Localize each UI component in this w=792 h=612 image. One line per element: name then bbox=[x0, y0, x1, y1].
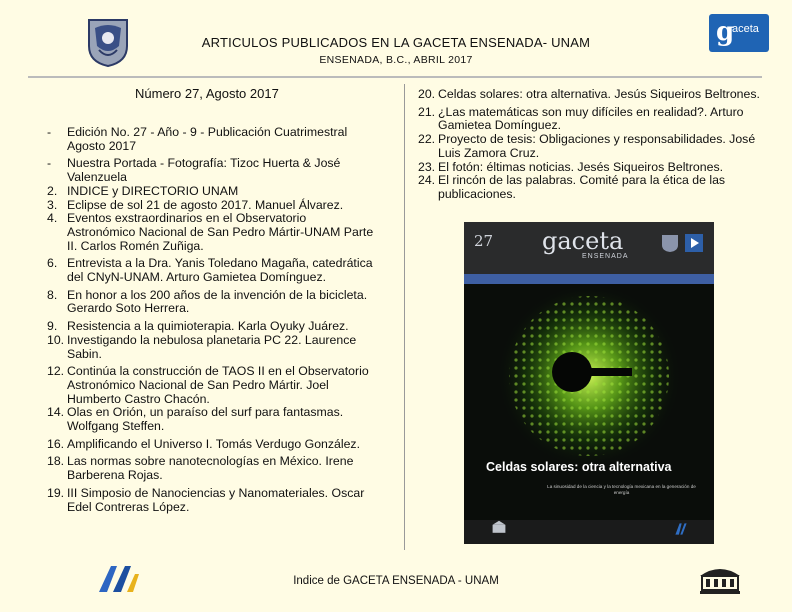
list-item bbox=[47, 487, 377, 514]
cover-n-logo-icon bbox=[674, 522, 688, 536]
item-number: - bbox=[47, 156, 52, 171]
item-number: 20. bbox=[418, 87, 436, 101]
cover-masthead-rest: aceta bbox=[557, 227, 624, 255]
list-item bbox=[418, 174, 763, 201]
list-item bbox=[47, 126, 377, 153]
list-item bbox=[47, 185, 377, 199]
header-rule bbox=[28, 76, 762, 78]
cover-masthead-initial: g bbox=[542, 227, 558, 255]
gaceta-logo-initial: g bbox=[716, 17, 735, 47]
list-item bbox=[47, 365, 377, 406]
cover-issue-mark: 27 bbox=[474, 232, 494, 250]
list-item bbox=[47, 320, 377, 334]
item-text: Investigando la nebulosa planetaria PC 22. Laurence Sabin. bbox=[67, 332, 357, 361]
item-text: Amplificando el Universo I. Tomás Verdugo González. bbox=[67, 436, 360, 451]
item-text: Celdas solares: otra alternativa. Jesús Siqueiros Beltrones. bbox=[438, 87, 760, 101]
solar-cell-glow-image bbox=[464, 284, 714, 464]
item-text: Continúa la construcción de TAOS II en el Observatorio Astronómico Nacional de San Pedro Mártir. Joel Humberto Castro Chacón. bbox=[67, 364, 369, 406]
item-number: 6. bbox=[47, 256, 58, 271]
item-number: 16. bbox=[47, 436, 65, 451]
list-item bbox=[418, 161, 763, 175]
item-number: 23. bbox=[418, 159, 436, 174]
page-title: ARTICULOS PUBLICADOS EN LA GACETA ENSENADA- UNAM bbox=[201, 35, 591, 50]
cover-blue-band bbox=[464, 274, 714, 284]
cover-caption: La sinuosidad de la ciencia y la tecnología mexicana en la generación de energía bbox=[547, 484, 696, 495]
item-number: 4. bbox=[47, 211, 58, 226]
column-divider bbox=[404, 84, 405, 550]
item-text: Las normas sobre nanotecnologías en México. Irene Barberena Rojas. bbox=[67, 454, 354, 483]
cover-masthead-title bbox=[542, 227, 623, 255]
item-number: 24. bbox=[418, 173, 436, 188]
cover-masthead-sub: ENSENADA bbox=[582, 253, 629, 260]
item-number: 10. bbox=[47, 332, 65, 347]
gaceta-logo bbox=[709, 14, 769, 52]
item-number: 8. bbox=[47, 287, 58, 302]
item-text: En honor a los 200 años de la invención de la bicicleta. Gerardo Soto Herrera. bbox=[67, 287, 368, 316]
item-number: 22. bbox=[418, 132, 436, 147]
item-number: 9. bbox=[47, 319, 58, 334]
left-article-list bbox=[47, 126, 377, 514]
cover-play-icon bbox=[684, 232, 704, 254]
list-item bbox=[47, 157, 377, 184]
list-item bbox=[418, 88, 763, 102]
item-number: 3. bbox=[47, 197, 58, 212]
list-item bbox=[47, 455, 377, 482]
item-text: INDICE y DIRECTORIO UNAM bbox=[67, 183, 239, 198]
list-item bbox=[47, 406, 377, 433]
item-text: Eventos exstraordinarios en el Observatorio Astronómico Nacional de San Pedro Mártir-UNAM Parte II. Carlos Romén Zuñiga. bbox=[67, 211, 374, 253]
footer-caption: Indice de GACETA ENSENADA - UNAM bbox=[293, 575, 499, 587]
list-item bbox=[47, 289, 377, 316]
item-number: 12. bbox=[47, 364, 65, 379]
item-number: 14. bbox=[47, 405, 65, 420]
right-article-list bbox=[418, 88, 763, 202]
item-text: ¿Las matemáticas son muy difíciles en realidad?. Arturo Gamietea Domínguez. bbox=[438, 104, 744, 133]
item-text: Nuestra Portada - Fotografía: Tizoc Huerta & José Valenzuela bbox=[67, 156, 341, 185]
item-number: 18. bbox=[47, 454, 65, 469]
item-text: El fotón: éltimas noticias. Jesés Siqueiros Beltrones. bbox=[438, 159, 724, 174]
item-text: Proyecto de tesis: Obligaciones y responsabilidades. José Luis Zamora Cruz. bbox=[438, 132, 756, 160]
cover-emblem-icon bbox=[490, 520, 508, 536]
item-text: Eclipse de sol 21 de agosto 2017. Manuel Álvarez. bbox=[67, 197, 344, 212]
item-number: 2. bbox=[47, 183, 58, 198]
item-text: Olas en Orión, un paraíso del surf para fantasmas. Wolfgang Steffen. bbox=[67, 405, 344, 434]
list-item bbox=[47, 212, 377, 253]
item-text: III Simposio de Nanociencias y Nanomateriales. Oscar Edel Contreras López. bbox=[67, 485, 365, 514]
magazine-cover bbox=[464, 222, 714, 544]
list-item bbox=[47, 199, 377, 213]
item-number: 19. bbox=[47, 485, 65, 500]
gaceta-logo-text: aceta bbox=[732, 23, 759, 35]
list-item bbox=[47, 438, 377, 452]
item-text: Entrevista a la Dra. Yanis Toledano Magaña, catedrática del CNyN-UNAM. Arturo Gamietea Domínguez. bbox=[67, 256, 373, 285]
page-subtitle: ENSENADA, B.C., ABRIL 2017 bbox=[319, 54, 473, 66]
list-item bbox=[418, 106, 763, 133]
item-text: Resistencia a la quimioterapia. Karla Oyuky Juárez. bbox=[67, 319, 349, 334]
building-logo bbox=[696, 560, 744, 598]
issue-heading: Número 27, Agosto 2017 bbox=[135, 86, 279, 101]
item-text: El rincón de las palabras. Comité para la ética de las publicaciones. bbox=[438, 173, 726, 201]
item-number: - bbox=[47, 125, 52, 139]
list-item bbox=[47, 334, 377, 361]
item-text: Edición No. 27 - Año - 9 - Publicación Cuatrimestral Agosto 2017 bbox=[67, 125, 348, 153]
list-item bbox=[418, 133, 763, 160]
cover-unam-icon bbox=[660, 232, 680, 254]
cover-headline: Celdas solares: otra alternativa bbox=[486, 460, 672, 474]
item-number: 21. bbox=[418, 104, 436, 119]
list-item bbox=[47, 257, 377, 284]
